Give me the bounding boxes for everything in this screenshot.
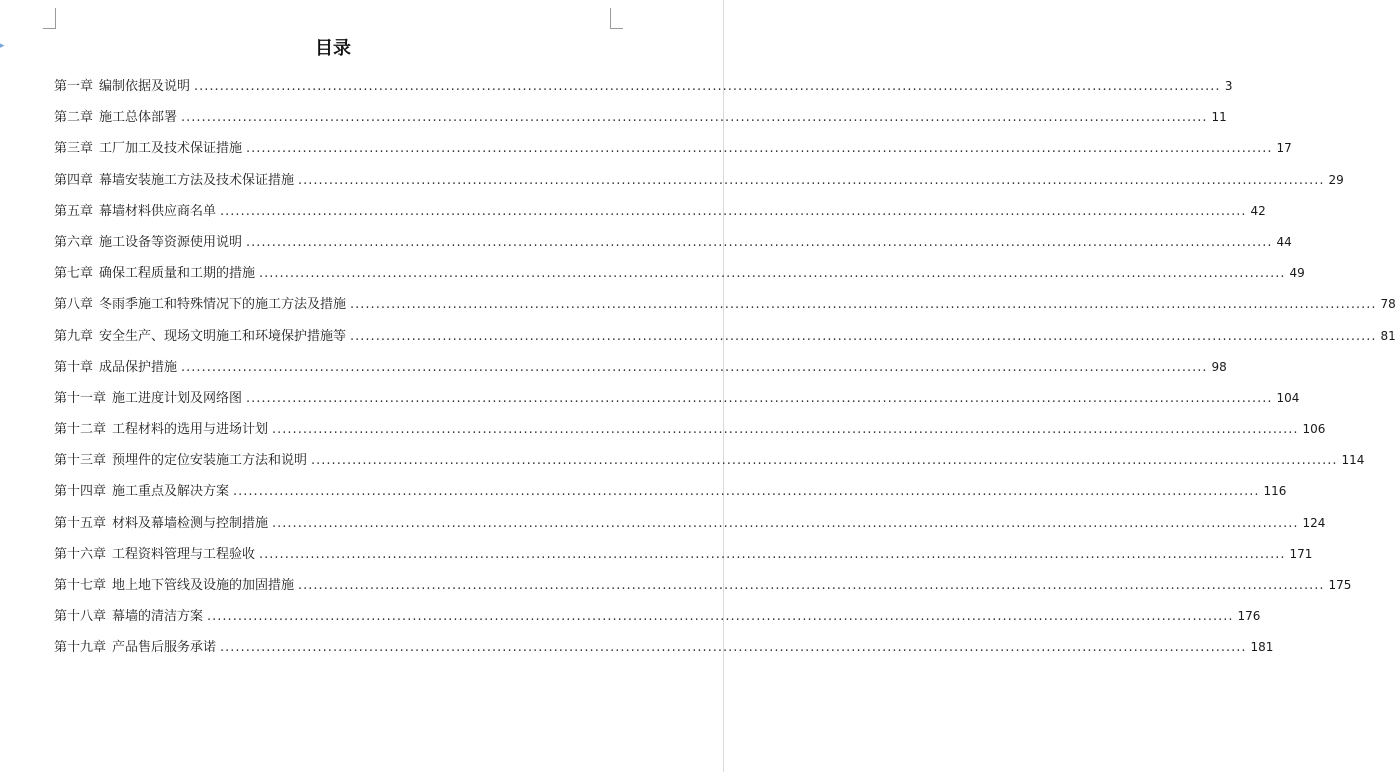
toc-chapter-title: 编制依据及说明 [99, 79, 191, 94]
toc-dot-leader: ........................................................................................................................................................................................................ [181, 359, 1208, 375]
toc-chapter-number: 第十七章 [54, 578, 107, 593]
toc-chapter-number: 第十五章 [54, 515, 107, 531]
toc-chapter-number: 第九章 [54, 328, 94, 344]
toc-entry[interactable] [54, 165, 1344, 196]
toc-dot-leader: ........................................................................................................................................................................................................ [298, 172, 1325, 188]
toc-chapter-number: 第七章 [54, 266, 94, 282]
toc-entry[interactable] [54, 71, 1233, 102]
toc-chapter-number: 第十六章 [54, 546, 107, 562]
toc-chapter-number: 第二章 [54, 110, 94, 126]
toc-chapter-title: 确保工程质量和工期的措施 [99, 266, 256, 282]
toc-dot-leader: ........................................................................................................................................................................................................ [233, 484, 1260, 500]
toc-page-number: 78 [1380, 297, 1396, 312]
toc-chapter-number: 第八章 [54, 297, 94, 313]
toc-dot-leader: ........................................................................................................................................................................................................ [350, 328, 1377, 344]
toc-chapter-title: 施工进度计划及网络图 [112, 390, 243, 406]
toc-dot-leader: ........................................................................................................................................................................................................ [194, 79, 1221, 94]
toc-chapter-number: 第十二章 [54, 422, 107, 438]
toc-page-number: 176 [1237, 609, 1261, 624]
toc-chapter-title: 材料及幕墙检测与控制措施 [112, 515, 269, 531]
toc-chapter-title: 施工设备等资源使用说明 [99, 234, 243, 250]
toc-chapter-title: 工厂加工及技术保证措施 [99, 141, 243, 157]
toc-dot-leader: ........................................................................................................................................................................................................ [298, 578, 1325, 593]
toc-chapter-title: 地上地下管线及设施的加固措施 [112, 578, 295, 593]
toc-page-number: 49 [1289, 266, 1305, 281]
arrow-marker-icon: ▸ [0, 41, 5, 51]
toc-chapter-title: 冬雨季施工和特殊情况下的施工方法及措施 [99, 297, 347, 313]
toc-page-number: 104 [1276, 390, 1300, 405]
toc-dot-leader: ........................................................................................................................................................................................................ [207, 609, 1234, 625]
toc-entry[interactable] [54, 508, 1326, 539]
toc-dot-leader: ........................................................................................................................................................................................................ [246, 141, 1273, 157]
toc-entry[interactable] [54, 570, 1352, 601]
toc-dot-leader: ........................................................................................................................................................................................................ [246, 390, 1273, 406]
toc-chapter-number: 第五章 [54, 203, 94, 219]
toc-page-number: 29 [1328, 172, 1344, 187]
toc-entry[interactable] [54, 102, 1227, 133]
toc-entry[interactable] [54, 258, 1305, 289]
toc-page-number: 114 [1341, 453, 1365, 468]
toc-entry[interactable] [54, 445, 1365, 476]
toc-dot-leader: ........................................................................................................................................................................................................ [272, 422, 1299, 438]
toc-entry[interactable] [54, 196, 1266, 227]
toc-chapter-title: 幕墙安装施工方法及技术保证措施 [99, 172, 295, 188]
toc-page-number: 44 [1276, 234, 1292, 249]
toc-chapter-number: 第四章 [54, 172, 94, 188]
toc-chapter-title: 施工重点及解决方案 [112, 484, 230, 500]
toc-dot-leader: ........................................................................................................................................................................................................ [259, 546, 1286, 562]
toc-dot-leader: ........................................................................................................................................................................................................ [246, 234, 1273, 250]
toc-entry[interactable] [54, 476, 1287, 507]
toc-chapter-number: 第十三章 [54, 453, 107, 469]
toc-chapter-number: 第一章 [54, 79, 94, 94]
toc-chapter-title: 幕墙的清洁方案 [112, 609, 204, 625]
toc-entry[interactable] [54, 227, 1292, 258]
toc-chapter-title: 施工总体部署 [99, 110, 178, 126]
toc-chapter-title: 产品售后服务承诺 [112, 640, 217, 656]
toc-dot-leader: ........................................................................................................................................................................................................ [259, 266, 1286, 282]
toc-chapter-title: 幕墙材料供应商名单 [99, 203, 217, 219]
toc-page-number: 81 [1380, 328, 1396, 343]
toc-page-number: 17 [1276, 141, 1292, 156]
toc-entry[interactable] [54, 352, 1227, 383]
toc-dot-leader: ........................................................................................................................................................................................................ [220, 640, 1247, 656]
toc-chapter-title: 工程资料管理与工程验收 [112, 546, 256, 562]
toc-dot-leader: ........................................................................................................................................................................................................ [311, 453, 1338, 469]
toc-page-number: 175 [1328, 578, 1352, 592]
toc-chapter-number: 第十九章 [54, 640, 107, 656]
toc-dot-leader: ........................................................................................................................................................................................................ [181, 110, 1208, 126]
toc-page-number: 42 [1250, 203, 1266, 218]
toc-chapter-number: 第十一章 [54, 390, 107, 406]
toc-page-number: 116 [1263, 484, 1287, 499]
toc-page-number: 181 [1250, 640, 1274, 655]
toc-chapter-title: 安全生产、现场文明施工和环境保护措施等 [99, 328, 347, 344]
toc-dot-leader: ........................................................................................................................................................................................................ [272, 515, 1299, 531]
toc-chapter-number: 第十章 [54, 359, 94, 375]
toc-chapter-title: 预埋件的定位安装施工方法和说明 [112, 453, 308, 469]
toc-page-number: 124 [1302, 515, 1326, 530]
toc-entry[interactable] [54, 383, 1300, 414]
toc-page-number: 171 [1289, 546, 1313, 561]
toc-page-number: 98 [1211, 359, 1227, 374]
toc-chapter-title: 工程材料的选用与进场计划 [112, 422, 269, 438]
toc-chapter-number: 第十四章 [54, 484, 107, 500]
toc-entry[interactable] [54, 539, 1313, 570]
toc-page-number: 106 [1302, 422, 1326, 437]
toc-entry[interactable] [54, 321, 1396, 352]
toc-dot-leader: ........................................................................................................................................................................................................ [220, 203, 1247, 219]
margin-corner-top-left [43, 8, 56, 29]
toc-entry[interactable] [54, 632, 1274, 663]
toc-page-number: 11 [1211, 110, 1227, 125]
margin-corner-top-right [610, 8, 623, 29]
toc-chapter-number: 第十八章 [54, 609, 107, 625]
toc-dot-leader: ........................................................................................................................................................................................................ [350, 297, 1377, 313]
toc-chapter-title: 成品保护措施 [99, 359, 178, 375]
toc-chapter-number: 第六章 [54, 234, 94, 250]
table-of-contents [54, 71, 1396, 664]
toc-entry[interactable] [54, 133, 1292, 164]
toc-entry[interactable] [54, 289, 1396, 320]
toc-chapter-number: 第三章 [54, 141, 94, 157]
toc-entry[interactable] [54, 414, 1326, 445]
toc-title: 目录 [315, 38, 351, 59]
toc-page-number: 3 [1224, 79, 1233, 93]
toc-entry[interactable] [54, 601, 1261, 632]
